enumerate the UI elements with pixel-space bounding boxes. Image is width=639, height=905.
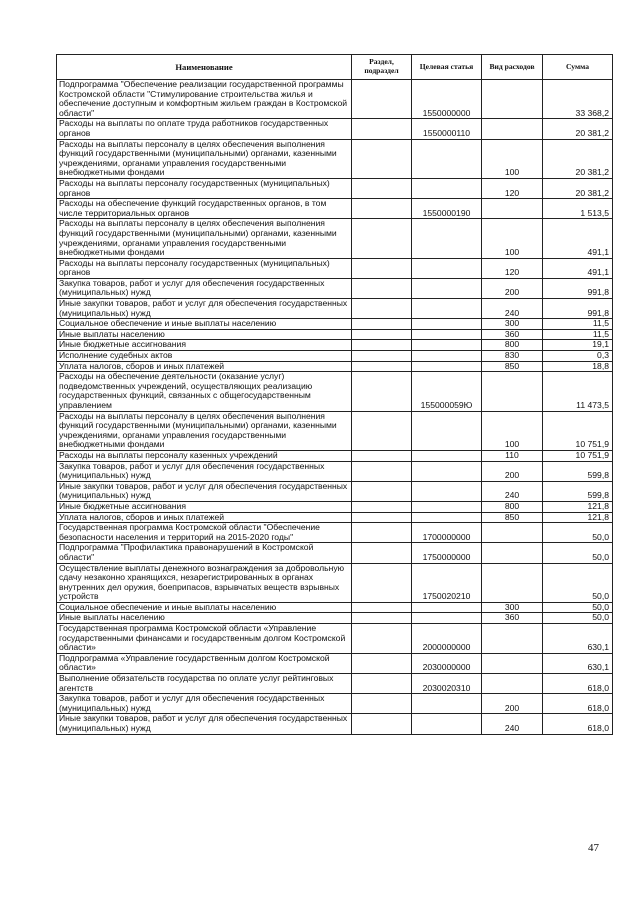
- header-name: Наименование: [57, 55, 352, 80]
- cell-section: [352, 602, 412, 613]
- table-header-row: [57, 55, 613, 80]
- table-row: [57, 372, 613, 411]
- table-row: [57, 178, 613, 198]
- cell-sum: 11,5: [543, 329, 613, 340]
- header-sum: Сумма: [543, 55, 613, 80]
- cell-section: [352, 258, 412, 278]
- cell-name: Иные закупки товаров, работ и услуг для обеспечения государственных (муниципальных) нужд: [57, 714, 352, 734]
- cell-sum: 630,1: [543, 624, 613, 654]
- header-code: Целевая статья: [412, 55, 482, 80]
- cell-name: Иные выплаты населению: [57, 613, 352, 624]
- cell-type: 100: [482, 411, 543, 450]
- cell-sum: 19,1: [543, 340, 613, 351]
- cell-code: [412, 461, 482, 481]
- cell-type: [482, 80, 543, 119]
- cell-type: 200: [482, 694, 543, 714]
- cell-type: [482, 624, 543, 654]
- cell-name: Социальное обеспечение и иные выплаты населению: [57, 319, 352, 330]
- table-row: [57, 361, 613, 372]
- cell-code: 1550000110: [412, 119, 482, 139]
- cell-code: 1750020210: [412, 563, 482, 602]
- table-row: [57, 481, 613, 501]
- cell-code: 1550000190: [412, 199, 482, 219]
- cell-name: Расходы на выплаты персоналу государственных (муниципальных) органов: [57, 258, 352, 278]
- cell-name: Расходы на выплаты персоналу в целях обеспечения выполнения функций государственными (муниципальными) органами, казенными учреждениями, органами управления государственными внебюджетными фондами: [57, 219, 352, 258]
- cell-code: [412, 613, 482, 624]
- table-row: [57, 674, 613, 694]
- cell-name: Расходы на обеспечение функций государственных органов, в том числе территориальных органов: [57, 199, 352, 219]
- cell-sum: 991,8: [543, 278, 613, 298]
- cell-name: Закупка товаров, работ и услуг для обеспечения государственных (муниципальных) нужд: [57, 461, 352, 481]
- cell-name: Расходы на выплаты персоналу государственных (муниципальных) органов: [57, 178, 352, 198]
- cell-type: 800: [482, 340, 543, 351]
- cell-type: 100: [482, 219, 543, 258]
- table-row: [57, 512, 613, 523]
- cell-section: [352, 199, 412, 219]
- cell-sum: 10 751,9: [543, 450, 613, 461]
- cell-type: [482, 563, 543, 602]
- cell-sum: 20 381,2: [543, 139, 613, 178]
- cell-type: [482, 543, 543, 563]
- cell-code: [412, 340, 482, 351]
- cell-type: 360: [482, 613, 543, 624]
- table-row: [57, 543, 613, 563]
- table-row: [57, 613, 613, 624]
- table-row: [57, 340, 613, 351]
- cell-code: [412, 351, 482, 362]
- cell-section: [352, 139, 412, 178]
- cell-code: [412, 319, 482, 330]
- cell-name: Иные закупки товаров, работ и услуг для обеспечения государственных (муниципальных) нужд: [57, 299, 352, 319]
- table-row: [57, 450, 613, 461]
- cell-type: [482, 199, 543, 219]
- cell-code: 1750000000: [412, 543, 482, 563]
- cell-section: [352, 461, 412, 481]
- cell-type: 200: [482, 461, 543, 481]
- cell-section: [352, 481, 412, 501]
- cell-code: [412, 139, 482, 178]
- cell-section: [352, 563, 412, 602]
- cell-section: [352, 319, 412, 330]
- cell-sum: 491,1: [543, 219, 613, 258]
- cell-sum: 18,8: [543, 361, 613, 372]
- cell-section: [352, 340, 412, 351]
- cell-code: [412, 411, 482, 450]
- cell-section: [352, 674, 412, 694]
- cell-type: 850: [482, 361, 543, 372]
- cell-name: Выполнение обязательств государства по оплате услуг рейтинговых агентств: [57, 674, 352, 694]
- cell-name: Исполнение судебных актов: [57, 351, 352, 362]
- cell-type: 800: [482, 501, 543, 512]
- cell-section: [352, 361, 412, 372]
- cell-type: [482, 653, 543, 673]
- cell-code: [412, 178, 482, 198]
- table-row: [57, 653, 613, 673]
- cell-code: [412, 219, 482, 258]
- cell-sum: 50,0: [543, 563, 613, 602]
- cell-name: Подпрограмма "Профилактика правонарушений в Костромской области": [57, 543, 352, 563]
- cell-section: [352, 178, 412, 198]
- cell-name: Иные бюджетные ассигнования: [57, 501, 352, 512]
- cell-name: Подпрограмма «Управление государственным долгом Костромской области»: [57, 653, 352, 673]
- header-type: Вид расходов: [482, 55, 543, 80]
- cell-name: Расходы на выплаты по оплате труда работников государственных органов: [57, 119, 352, 139]
- header-section: Раздел, подраздел: [352, 55, 412, 80]
- cell-name: Иные закупки товаров, работ и услуг для обеспечения государственных (муниципальных) нужд: [57, 481, 352, 501]
- cell-section: [352, 299, 412, 319]
- cell-sum: 599,8: [543, 481, 613, 501]
- table-row: [57, 563, 613, 602]
- cell-type: [482, 523, 543, 543]
- cell-sum: 618,0: [543, 694, 613, 714]
- cell-name: Расходы на выплаты персоналу в целях обеспечения выполнения функций государственными (муниципальными) органами, казенными учреждениями, органами управления государственными внебюджетными фондами: [57, 411, 352, 450]
- cell-section: [352, 219, 412, 258]
- cell-sum: 0,3: [543, 351, 613, 362]
- table-row: [57, 119, 613, 139]
- cell-section: [352, 80, 412, 119]
- cell-section: [352, 329, 412, 340]
- cell-sum: 20 381,2: [543, 178, 613, 198]
- cell-type: 830: [482, 351, 543, 362]
- cell-section: [352, 512, 412, 523]
- table-row: [57, 694, 613, 714]
- cell-code: [412, 694, 482, 714]
- cell-name: Социальное обеспечение и иные выплаты населению: [57, 602, 352, 613]
- table-row: [57, 80, 613, 119]
- cell-name: Иные выплаты населению: [57, 329, 352, 340]
- budget-table: [56, 54, 613, 735]
- cell-type: 240: [482, 481, 543, 501]
- cell-code: [412, 278, 482, 298]
- cell-name: Подпрограмма "Обеспечение реализации государственной программы Костромской области "Стимулирование строительства жилья и обеспечение доступным и комфортным жильем граждан в Костромской области": [57, 80, 352, 119]
- table-row: [57, 461, 613, 481]
- table-row: [57, 199, 613, 219]
- cell-code: 1550000000: [412, 80, 482, 119]
- cell-code: [412, 714, 482, 734]
- cell-code: [412, 258, 482, 278]
- cell-sum: 630,1: [543, 653, 613, 673]
- cell-type: 300: [482, 602, 543, 613]
- cell-sum: 121,8: [543, 512, 613, 523]
- table-row: [57, 411, 613, 450]
- table-row: [57, 319, 613, 330]
- cell-name: Государственная программа Костромской области "Обеспечение безопасности населения и территорий на 2015-2020 годы": [57, 523, 352, 543]
- cell-code: [412, 299, 482, 319]
- cell-name: Иные бюджетные ассигнования: [57, 340, 352, 351]
- cell-section: [352, 653, 412, 673]
- table-row: [57, 139, 613, 178]
- table-row: [57, 624, 613, 654]
- cell-code: [412, 481, 482, 501]
- cell-section: [352, 613, 412, 624]
- cell-sum: 11,5: [543, 319, 613, 330]
- cell-sum: 50,0: [543, 523, 613, 543]
- cell-sum: 618,0: [543, 714, 613, 734]
- cell-code: [412, 602, 482, 613]
- cell-sum: 121,8: [543, 501, 613, 512]
- cell-code: 2030000000: [412, 653, 482, 673]
- table-row: [57, 501, 613, 512]
- cell-section: [352, 543, 412, 563]
- cell-name: Закупка товаров, работ и услуг для обеспечения государственных (муниципальных) нужд: [57, 694, 352, 714]
- cell-name: Государственная программа Костромской области «Управление государственными финансами и государственным долгом Костромской области»: [57, 624, 352, 654]
- table-row: [57, 714, 613, 734]
- cell-name: Расходы на выплаты персоналу казенных учреждений: [57, 450, 352, 461]
- cell-type: [482, 674, 543, 694]
- cell-name: Уплата налогов, сборов и иных платежей: [57, 512, 352, 523]
- cell-type: 100: [482, 139, 543, 178]
- cell-type: [482, 372, 543, 411]
- cell-code: [412, 501, 482, 512]
- table-row: [57, 219, 613, 258]
- cell-type: [482, 119, 543, 139]
- cell-type: 120: [482, 178, 543, 198]
- cell-section: [352, 624, 412, 654]
- cell-type: 360: [482, 329, 543, 340]
- cell-name: Закупка товаров, работ и услуг для обеспечения государственных (муниципальных) нужд: [57, 278, 352, 298]
- table-row: [57, 278, 613, 298]
- cell-section: [352, 119, 412, 139]
- cell-section: [352, 372, 412, 411]
- cell-sum: 50,0: [543, 602, 613, 613]
- cell-sum: 20 381,2: [543, 119, 613, 139]
- cell-section: [352, 714, 412, 734]
- cell-type: 850: [482, 512, 543, 523]
- cell-section: [352, 278, 412, 298]
- cell-code: 2000000000: [412, 624, 482, 654]
- cell-type: 300: [482, 319, 543, 330]
- cell-code: 2030020310: [412, 674, 482, 694]
- cell-type: 110: [482, 450, 543, 461]
- cell-sum: 491,1: [543, 258, 613, 278]
- cell-type: 240: [482, 714, 543, 734]
- cell-name: Расходы на выплаты персоналу в целях обеспечения выполнения функций государственными (муниципальными) органами, казенными учреждениями, органами управления государственными внебюджетными фондами: [57, 139, 352, 178]
- cell-sum: 1 513,5: [543, 199, 613, 219]
- cell-section: [352, 523, 412, 543]
- cell-code: [412, 450, 482, 461]
- cell-name: Осуществление выплаты денежного вознаграждения за добровольную сдачу незаконно хранящихся, незарегистрированных в органах внутренних дел оружия, боеприпасов, взрывчатых веществ взрывных устройств: [57, 563, 352, 602]
- table-body: [57, 80, 613, 735]
- table-row: [57, 299, 613, 319]
- table-row: [57, 523, 613, 543]
- cell-code: [412, 329, 482, 340]
- cell-code: 1700000000: [412, 523, 482, 543]
- cell-sum: 11 473,5: [543, 372, 613, 411]
- cell-type: 200: [482, 278, 543, 298]
- cell-section: [352, 351, 412, 362]
- cell-sum: 991,8: [543, 299, 613, 319]
- cell-sum: 33 368,2: [543, 80, 613, 119]
- page-number: 47: [588, 842, 599, 854]
- cell-section: [352, 694, 412, 714]
- cell-name: Уплата налогов, сборов и иных платежей: [57, 361, 352, 372]
- cell-section: [352, 501, 412, 512]
- cell-name: Расходы на обеспечение деятельности (оказание услуг) подведомственных учреждений, осуществляющих реализацию государственных функций, связанных с общегосударственным управлением: [57, 372, 352, 411]
- table-row: [57, 329, 613, 340]
- cell-section: [352, 450, 412, 461]
- cell-code: 155000059Ю: [412, 372, 482, 411]
- cell-sum: 618,0: [543, 674, 613, 694]
- table-row: [57, 258, 613, 278]
- cell-sum: 50,0: [543, 543, 613, 563]
- cell-type: 240: [482, 299, 543, 319]
- cell-sum: 50,0: [543, 613, 613, 624]
- cell-code: [412, 361, 482, 372]
- table-row: [57, 351, 613, 362]
- cell-sum: 10 751,9: [543, 411, 613, 450]
- cell-section: [352, 411, 412, 450]
- table-row: [57, 602, 613, 613]
- cell-type: 120: [482, 258, 543, 278]
- cell-sum: 599,8: [543, 461, 613, 481]
- cell-code: [412, 512, 482, 523]
